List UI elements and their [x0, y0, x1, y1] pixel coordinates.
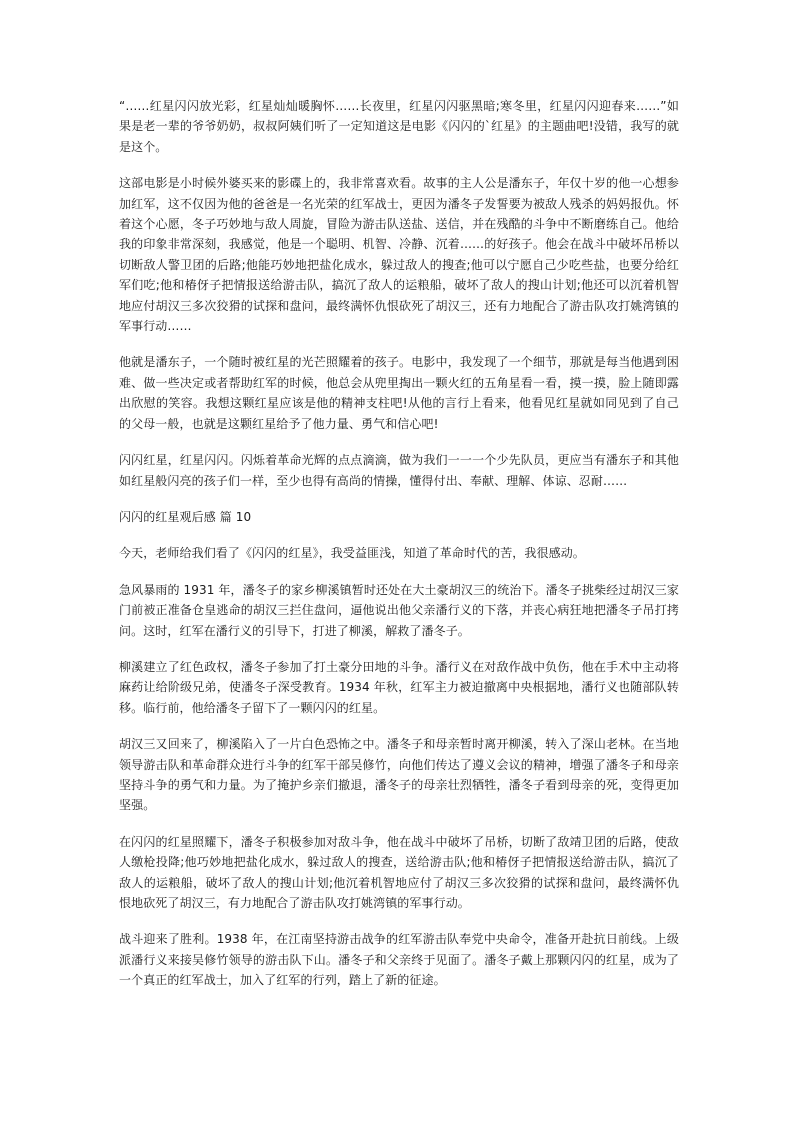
paragraph: “……红星闪闪放光彩，红星灿灿暖胸怀……长夜里，红星闪闪驱黑暗;寒冬里，红星闪闪迎春来……”如果是老一辈的爷爷奶奶，叔叔阿姨们听了一定知道这是电影《闪闪的`红星》的主题曲吧!没错，我写的就是这个。 — [119, 99, 679, 154]
paragraph: 他就是潘东子，一个随时被红星的光芒照耀着的孩子。电影中，我发现了一个细节，那就是每当他遇到困难、做一些决定或者帮助红军的时候，他总会从兜里掏出一颗火红的五角星看一看，摸一摸，脸上随即露出欣慰的笑容。我想这颗红星应该是他的精神支柱吧!从他的言行上看来，他看见红星就如同见到了自己的父母一般，也就是这颗红星给予了他力量、勇气和信心吧! — [119, 355, 679, 431]
paragraph: 急风暴雨的 1931 年，潘冬子的家乡柳溪镇暂时还处在大土豪胡汉三的统治下。潘冬子挑柴经过胡汉三家门前被正准备仓皇逃命的胡汉三拦住盘问，逼他说出他父亲潘行义的下落，并丧心病狂地把潘冬子吊打拷问。这时，红军在潘行义的引导下，打进了柳溪，解救了潘冬子。 — [119, 582, 679, 638]
document-page — [119, 96, 679, 1007]
paragraph: 今天，老师给我们看了《闪闪的红星》，我受益匪浅，知道了革命时代的苦，我很感动。 — [119, 546, 585, 561]
paragraph: 战斗迎来了胜利。1938 年，在江南坚持游击战争的红军游击队奉党中央命令，准备开赴抗日前线。上级派潘行义来接吴修竹领导的游击队下山。潘冬子和父亲终于见面了。潘冬子戴上那颗闪闪的红星，成为了一个真正的红军战士，加入了红军的行列，踏上了新的征途。 — [119, 932, 679, 988]
paragraph: 柳溪建立了红色政权，潘冬子参加了打土豪分田地的斗争。潘行义在对敌作战中负伤，他在手术中主动将麻药让给阶级兄弟，使潘冬子深受教育。1934 年秋，红军主力被迫撤离中央根据地，潘行义也随部队转移。临行前，他给潘冬子留下了一颗闪闪的红星。 — [119, 659, 679, 715]
paragraph: 闪闪红星，红星闪闪。闪烁着革命光辉的点点滴滴，做为我们一一一个少先队员，更应当有潘东子和其他如红星般闪亮的孩子们一样，至少也得有高尚的情操，懂得付出、奉献、理解、体谅、忍耐…… — [119, 453, 679, 488]
paragraph: 在闪闪的红星照耀下，潘冬子积极参加对敌斗争，他在战斗中破坏了吊桥，切断了敌靖卫团的后路，使敌人缴枪投降;他巧妙地把盐化成水，躲过敌人的搜查，送给游击队;他和椿伢子把情报送给游击队，搞沉了敌人的运粮船，破坏了敌人的搜山计划;他沉着机智地应付了胡汉三多次狡猾的试探和盘问，最终满怀仇恨地砍死了胡汉三，有力地配合了游击队攻打姚湾镇的军事行动。 — [119, 834, 679, 910]
paragraph: 这部电影是小时候外婆买来的影碟上的，我非常喜欢看。故事的主人公是潘东子，年仅十岁的他一心想参加红军，这不仅因为他的爸爸是一名光荣的红军战士，更因为潘冬子发誓要为被敌人残杀的妈妈报仇。怀着这个心愿，冬子巧妙地与敌人周旋，冒险为游击队送盐、送信，并在残酷的斗争中不断磨练自己。他给我的印象非常深刻，我感觉，他是一个聪明、机智、冷静、沉着……的好孩子。他会在战斗中破坏吊桥以切断敌人警卫团的后路;他能巧妙地把盐化成水，躲过敌人的搜查;他可以宁愿自己少吃些盐，也要分给红军们吃;他和椿伢子把情报送给游击队，搞沉了敌人的运粮船，破坏了敌人的搜山计划;他还可以沉着机智地应付胡汉三多次狡猾的试探和盘问，最终满怀仇恨砍死了胡汉三，还有力地配合了游击队攻打姚湾镇的军事行动…… — [119, 176, 679, 334]
section-heading: 闪闪的红星观后感 篇 10 — [119, 509, 252, 524]
paragraph: 胡汉三又回来了，柳溪陷入了一片白色恐怖之中。潘冬子和母亲暂时离开柳溪，转入了深山老林。在当地领导游击队和革命群众进行斗争的红军干部吴修竹，向他们传达了遵义会议的精神，增强了潘冬子和母亲坚持斗争的勇气和力量。为了掩护乡亲们撤退，潘冬子的母亲壮烈牺牲，潘冬子看到母亲的死，变得更加坚强。 — [119, 737, 679, 813]
